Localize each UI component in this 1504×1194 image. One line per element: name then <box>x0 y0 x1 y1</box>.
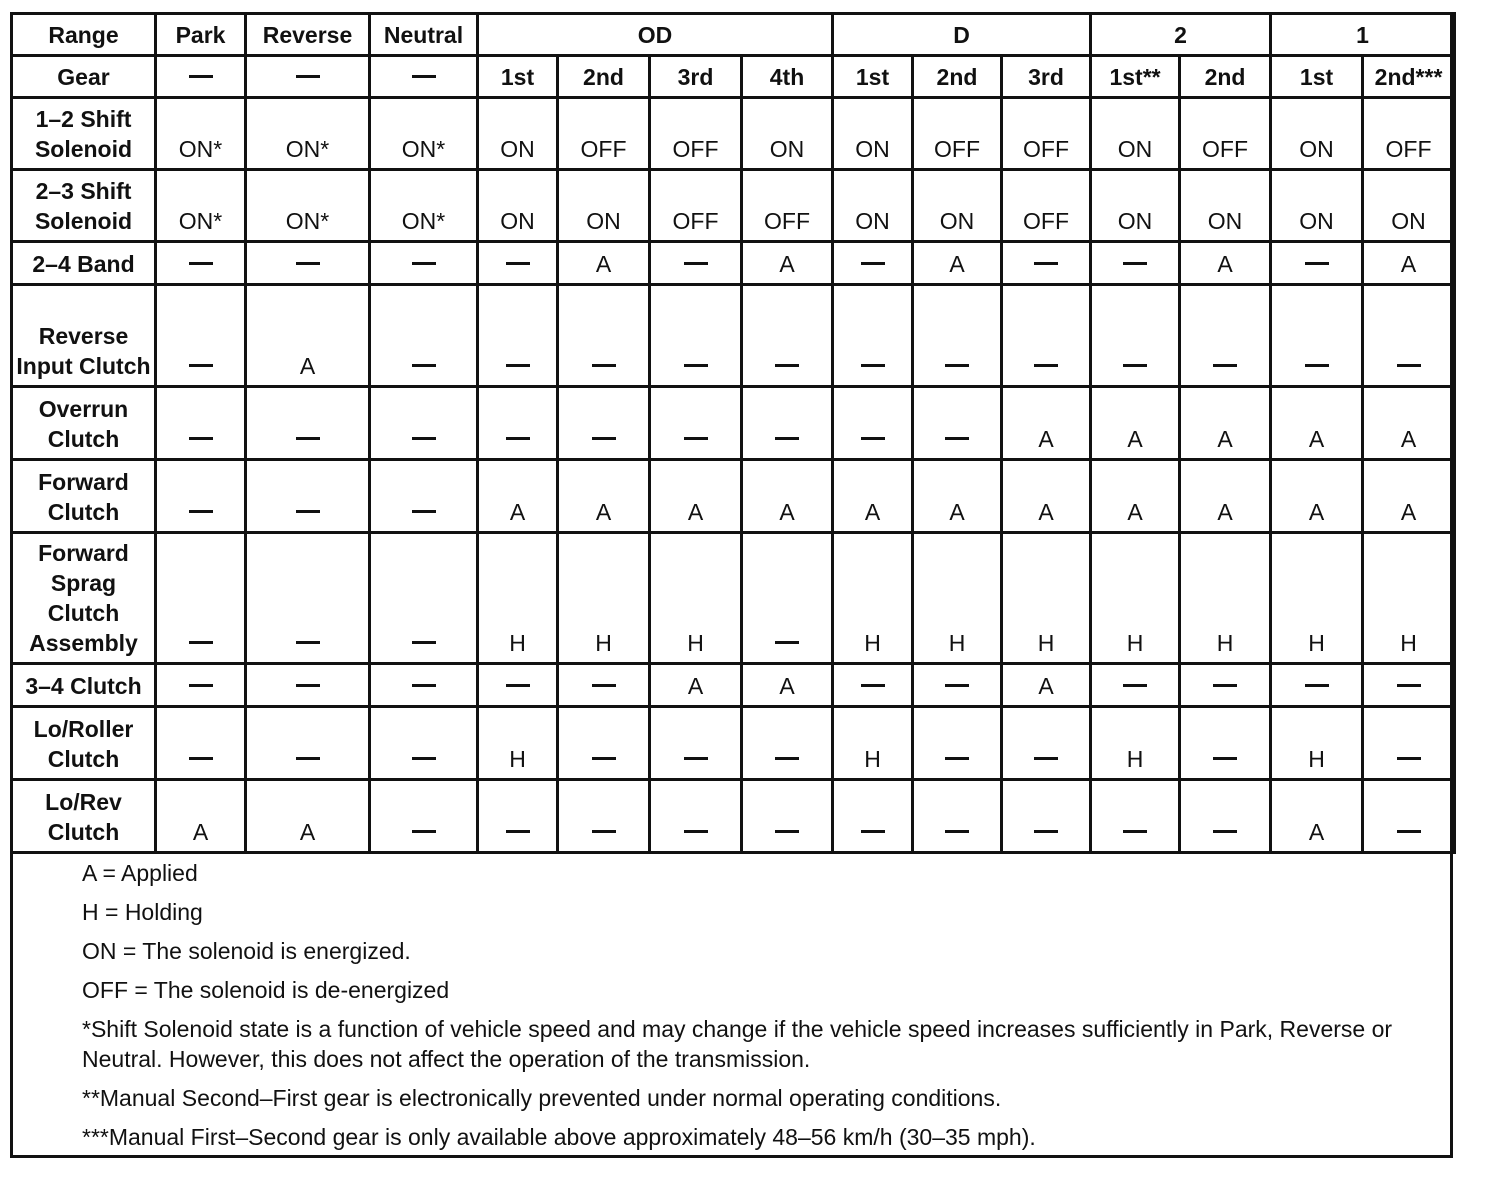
dash-mark <box>775 757 799 760</box>
state-cell <box>833 664 913 707</box>
state-cell: A <box>1271 387 1363 460</box>
state-cell: OFF <box>913 98 1002 170</box>
state-cell: A <box>650 664 742 707</box>
state-cell: A <box>478 460 558 533</box>
dash-mark <box>296 75 320 78</box>
dash-mark <box>1034 830 1058 833</box>
state-cell <box>156 242 246 285</box>
dash-mark <box>945 684 969 687</box>
state-cell: ON <box>1271 170 1363 242</box>
gear-header-cell: 4th <box>742 56 833 98</box>
state-cell: A <box>1180 387 1271 460</box>
state-cell <box>1180 707 1271 780</box>
legend-holding: H = Holding <box>82 899 203 925</box>
gear-header-cell: 1st <box>1271 56 1363 98</box>
state-cell: ON* <box>156 170 246 242</box>
state-cell <box>1363 664 1455 707</box>
state-cell: A <box>913 242 1002 285</box>
dash-mark <box>1213 830 1237 833</box>
dash-mark <box>189 684 213 687</box>
dash-mark <box>1123 262 1147 265</box>
state-cell <box>1091 664 1180 707</box>
state-cell: A <box>1271 460 1363 533</box>
state-cell: OFF <box>1002 98 1091 170</box>
dash-mark <box>945 437 969 440</box>
state-cell: ON <box>833 98 913 170</box>
gear-header-cell: 1st** <box>1091 56 1180 98</box>
component-label: Lo/Rev Clutch <box>12 780 156 853</box>
state-cell: A <box>742 242 833 285</box>
state-cell <box>370 460 478 533</box>
state-cell: H <box>913 533 1002 664</box>
state-cell <box>370 533 478 664</box>
component-label: 1–2 Shift Solenoid <box>12 98 156 170</box>
dash-mark <box>1397 830 1421 833</box>
state-cell <box>1180 780 1271 853</box>
dash-mark <box>1397 757 1421 760</box>
dash-mark <box>189 757 213 760</box>
gear-label: Gear <box>12 56 156 98</box>
state-cell: A <box>558 242 650 285</box>
state-cell <box>1271 242 1363 285</box>
state-cell: ON* <box>370 98 478 170</box>
state-cell <box>246 533 370 664</box>
range-label: Range <box>12 14 156 56</box>
state-cell: OFF <box>650 170 742 242</box>
dash-mark <box>1034 757 1058 760</box>
component-label: 2–4 Band <box>12 242 156 285</box>
gear-header-cell <box>370 56 478 98</box>
state-cell: A <box>1002 664 1091 707</box>
shift-solenoid-table <box>10 12 1456 854</box>
dash-mark <box>1305 364 1329 367</box>
range-header-row <box>12 14 1455 56</box>
state-cell: A <box>1363 460 1455 533</box>
state-cell: A <box>742 460 833 533</box>
dash-mark <box>189 437 213 440</box>
dash-mark <box>189 262 213 265</box>
state-cell <box>1363 707 1455 780</box>
gear-header-cell: 1st <box>833 56 913 98</box>
state-cell <box>650 242 742 285</box>
state-cell <box>742 533 833 664</box>
state-cell: OFF <box>558 98 650 170</box>
component-label: Forward Sprag Clutch Assembly <box>12 533 156 664</box>
state-cell: ON <box>913 170 1002 242</box>
dash-mark <box>1123 830 1147 833</box>
state-cell: A <box>1002 460 1091 533</box>
state-cell: A <box>1091 460 1180 533</box>
gear-header-cell: 2nd <box>558 56 650 98</box>
state-cell: ON <box>1180 170 1271 242</box>
state-cell: A <box>1271 780 1363 853</box>
dash-mark <box>412 684 436 687</box>
state-cell: H <box>1002 533 1091 664</box>
dash-mark <box>189 364 213 367</box>
gear-header-cell: 2nd <box>913 56 1002 98</box>
state-cell: H <box>478 707 558 780</box>
dash-mark <box>296 510 320 513</box>
dash-mark <box>684 437 708 440</box>
state-cell <box>1271 664 1363 707</box>
state-cell <box>246 664 370 707</box>
gear-header-row <box>12 56 1455 98</box>
dash-mark <box>775 437 799 440</box>
dash-mark <box>1034 262 1058 265</box>
dash-mark <box>775 364 799 367</box>
gear-header-cell: 1st <box>478 56 558 98</box>
state-cell: A <box>650 460 742 533</box>
state-cell: A <box>246 285 370 387</box>
state-cell <box>650 285 742 387</box>
dash-mark <box>1034 364 1058 367</box>
dash-mark <box>861 364 885 367</box>
component-label: Overrun Clutch <box>12 387 156 460</box>
state-cell <box>1002 707 1091 780</box>
dash-mark <box>861 830 885 833</box>
state-cell <box>1091 780 1180 853</box>
table-row <box>12 533 1455 664</box>
dash-mark <box>945 364 969 367</box>
footnote-single-star: *Shift Solenoid state is a function of vehicle speed and may change if the vehicle speed increases sufficiently in Park, Reverse or Neutral. However, this does not affect the operation of the transmission. <box>82 1016 1393 1072</box>
state-cell: A <box>1091 387 1180 460</box>
state-cell <box>742 285 833 387</box>
gear-header-cell: 2nd*** <box>1363 56 1455 98</box>
footnote-double-star: **Manual Second–First gear is electronically prevented under normal operating conditions. <box>82 1085 1002 1111</box>
dash-mark <box>1305 684 1329 687</box>
state-cell <box>246 460 370 533</box>
range-header-cell: Park <box>156 14 246 56</box>
state-cell <box>650 387 742 460</box>
state-cell <box>478 387 558 460</box>
state-cell: H <box>1363 533 1455 664</box>
table-row <box>12 460 1455 533</box>
state-cell: H <box>650 533 742 664</box>
dash-mark <box>945 830 969 833</box>
gear-header-cell <box>156 56 246 98</box>
table-row <box>12 707 1455 780</box>
table-row <box>12 387 1455 460</box>
dash-mark <box>506 437 530 440</box>
dash-mark <box>506 364 530 367</box>
gear-header-cell: 3rd <box>650 56 742 98</box>
component-label: Reverse Input Clutch <box>12 285 156 387</box>
dash-mark <box>684 830 708 833</box>
table-row <box>12 664 1455 707</box>
state-cell <box>558 707 650 780</box>
state-cell: A <box>913 460 1002 533</box>
table-row <box>12 170 1455 242</box>
state-cell <box>478 664 558 707</box>
range-header-cell: D <box>833 14 1091 56</box>
state-cell: ON* <box>246 170 370 242</box>
dash-mark <box>189 75 213 78</box>
range-header-cell: Neutral <box>370 14 478 56</box>
dash-mark <box>1397 684 1421 687</box>
state-cell: A <box>1363 242 1455 285</box>
state-cell <box>833 242 913 285</box>
state-cell: ON <box>833 170 913 242</box>
component-label: Forward Clutch <box>12 460 156 533</box>
state-cell: ON <box>1271 98 1363 170</box>
state-cell <box>913 707 1002 780</box>
state-cell: ON <box>478 98 558 170</box>
dash-mark <box>412 364 436 367</box>
state-cell <box>1180 285 1271 387</box>
state-cell: OFF <box>1002 170 1091 242</box>
dash-mark <box>1213 364 1237 367</box>
state-cell: A <box>246 780 370 853</box>
state-cell: ON* <box>156 98 246 170</box>
state-cell <box>156 387 246 460</box>
state-cell <box>913 387 1002 460</box>
state-cell <box>833 285 913 387</box>
state-cell <box>1002 285 1091 387</box>
state-cell: A <box>1180 460 1271 533</box>
table-row <box>12 780 1455 853</box>
state-cell <box>370 664 478 707</box>
state-cell: OFF <box>742 170 833 242</box>
dash-mark <box>412 830 436 833</box>
state-cell <box>246 387 370 460</box>
state-cell: H <box>1271 533 1363 664</box>
state-cell <box>156 285 246 387</box>
state-cell <box>156 460 246 533</box>
state-cell <box>1180 664 1271 707</box>
state-cell: H <box>558 533 650 664</box>
range-header-cell: 1 <box>1271 14 1455 56</box>
dash-mark <box>412 75 436 78</box>
state-cell <box>913 285 1002 387</box>
state-cell: A <box>156 780 246 853</box>
state-cell <box>370 285 478 387</box>
table-row <box>12 98 1455 170</box>
legend-off: OFF = The solenoid is de-energized <box>82 977 450 1003</box>
legend-on: ON = The solenoid is energized. <box>82 938 411 964</box>
state-cell <box>558 387 650 460</box>
dash-mark <box>296 437 320 440</box>
legend <box>82 858 1412 1161</box>
state-cell <box>370 707 478 780</box>
range-header-cell: 2 <box>1091 14 1271 56</box>
state-cell: ON <box>1091 98 1180 170</box>
state-cell <box>370 242 478 285</box>
state-cell <box>156 533 246 664</box>
state-cell: H <box>1091 533 1180 664</box>
state-cell: ON <box>478 170 558 242</box>
dash-mark <box>775 641 799 644</box>
state-cell <box>478 285 558 387</box>
state-cell <box>742 780 833 853</box>
state-cell <box>246 242 370 285</box>
table-row <box>12 242 1455 285</box>
state-cell: ON <box>558 170 650 242</box>
state-cell <box>558 664 650 707</box>
state-cell: A <box>558 460 650 533</box>
dash-mark <box>412 641 436 644</box>
state-cell: H <box>1271 707 1363 780</box>
dash-mark <box>1305 262 1329 265</box>
state-cell: H <box>478 533 558 664</box>
dash-mark <box>861 684 885 687</box>
state-cell: A <box>1363 387 1455 460</box>
state-cell: H <box>1091 707 1180 780</box>
dash-mark <box>296 641 320 644</box>
dash-mark <box>684 757 708 760</box>
dash-mark <box>945 757 969 760</box>
table-row <box>12 285 1455 387</box>
dash-mark <box>861 437 885 440</box>
state-cell <box>913 664 1002 707</box>
dash-mark <box>592 757 616 760</box>
dash-mark <box>861 262 885 265</box>
state-cell: H <box>833 707 913 780</box>
gear-header-cell <box>246 56 370 98</box>
legend-applied: A = Applied <box>82 860 198 886</box>
dash-mark <box>189 510 213 513</box>
dash-mark <box>684 364 708 367</box>
state-cell <box>833 387 913 460</box>
state-cell <box>650 707 742 780</box>
component-rows <box>12 98 1455 853</box>
dash-mark <box>1213 757 1237 760</box>
dash-mark <box>296 684 320 687</box>
state-cell: ON <box>1363 170 1455 242</box>
dash-mark <box>506 830 530 833</box>
dash-mark <box>506 262 530 265</box>
state-cell: OFF <box>1363 98 1455 170</box>
state-cell <box>370 387 478 460</box>
range-header-cell: OD <box>478 14 833 56</box>
state-cell: ON* <box>370 170 478 242</box>
state-cell <box>1363 780 1455 853</box>
state-cell <box>650 780 742 853</box>
state-cell <box>1002 242 1091 285</box>
component-label: 3–4 Clutch <box>12 664 156 707</box>
state-cell <box>478 780 558 853</box>
state-cell: OFF <box>650 98 742 170</box>
state-cell: ON <box>1091 170 1180 242</box>
state-cell <box>1002 780 1091 853</box>
state-cell: ON* <box>246 98 370 170</box>
dash-mark <box>1123 364 1147 367</box>
state-cell: A <box>1180 242 1271 285</box>
dash-mark <box>775 830 799 833</box>
state-cell <box>246 707 370 780</box>
footnote-triple-star: ***Manual First–Second gear is only available above approximately 48–56 km/h (30–35 mph). <box>82 1124 1036 1150</box>
state-cell: H <box>1180 533 1271 664</box>
dash-mark <box>592 684 616 687</box>
range-header-cell: Reverse <box>246 14 370 56</box>
state-cell: ON <box>742 98 833 170</box>
dash-mark <box>1123 684 1147 687</box>
state-cell <box>742 707 833 780</box>
state-cell <box>742 387 833 460</box>
dash-mark <box>296 262 320 265</box>
state-cell <box>1091 285 1180 387</box>
gear-header-cell: 2nd <box>1180 56 1271 98</box>
state-cell <box>370 780 478 853</box>
dash-mark <box>189 641 213 644</box>
dash-mark <box>1397 364 1421 367</box>
gear-header-cell: 3rd <box>1002 56 1091 98</box>
dash-mark <box>592 364 616 367</box>
state-cell: A <box>833 460 913 533</box>
state-cell <box>156 664 246 707</box>
state-cell: OFF <box>1180 98 1271 170</box>
state-cell: H <box>833 533 913 664</box>
dash-mark <box>506 684 530 687</box>
state-cell <box>1363 285 1455 387</box>
dash-mark <box>412 262 436 265</box>
dash-mark <box>412 510 436 513</box>
component-label: Lo/Roller Clutch <box>12 707 156 780</box>
dash-mark <box>592 830 616 833</box>
dash-mark <box>412 437 436 440</box>
state-cell <box>913 780 1002 853</box>
component-label: 2–3 Shift Solenoid <box>12 170 156 242</box>
state-cell: A <box>742 664 833 707</box>
dash-mark <box>684 262 708 265</box>
state-cell <box>156 707 246 780</box>
dash-mark <box>296 757 320 760</box>
state-cell <box>833 780 913 853</box>
dash-mark <box>592 437 616 440</box>
state-cell <box>478 242 558 285</box>
dash-mark <box>412 757 436 760</box>
state-cell <box>558 285 650 387</box>
state-cell: A <box>1002 387 1091 460</box>
state-cell <box>558 780 650 853</box>
state-cell <box>1271 285 1363 387</box>
state-cell <box>1091 242 1180 285</box>
dash-mark <box>1213 684 1237 687</box>
